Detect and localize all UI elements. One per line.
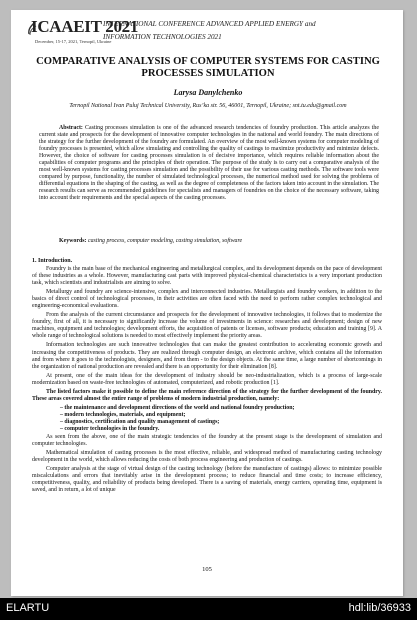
list-item: – modern technologies, materials, and equipment; (60, 411, 186, 418)
conference-logo (27, 16, 139, 56)
paragraph: As seen from the above, one of the main strategic tendencies of the foundry at the present stage is the development of simulation and computer technologies. (32, 434, 382, 448)
author-affiliation: Ternopil National Ivan Puluj Technical University, Rus’ka str. 56, 46001, Ternopil, Ukraine; snt.tu.edu@gmail.com (69, 103, 347, 109)
list-item: – the maintenance and development directions of the world and national foundry production; (60, 404, 295, 411)
repository-footer (0, 598, 417, 620)
paragraph: Foundry is the main base of the mechanical engineering and metallurgical complex, and its development depends on the pace of development of these industries as a whole. However, manufacturing cast parts with improved physical-chemical characteristics is a very important production task, which scientists and industrialists are aiming to solve. (32, 266, 382, 287)
repository-name: ELARTU (6, 602, 50, 614)
conference-line-1: INTERNATIONAL CONFERENCE ADVANCED APPLIED ENERGY and (103, 20, 316, 28)
keywords-text: casting process, computer modeling, casting simulation, software (87, 238, 243, 244)
abstract-label: Abstract: (59, 125, 83, 131)
body-text (32, 266, 382, 496)
paragraph: From the analysis of the current circumstance and prospects for the development of innovative technologies, it follows that to modernize the foundry, first of all, it is necessary to significantly increase the volume of investments in science: researches and development; design of new machines, equipment and technologies; development efforts, the acquisition of patents or licenses, software products; education and training [9]. A whole range of technological solutions is needed to most effectively implement the priority areas. (32, 312, 382, 340)
list-item: – computer technologies in the foundry. (60, 425, 160, 432)
paragraph: At present, one of the main ideas for the development of industry should be neo-industrialization, which is a process of large-scale modernization based on waste-free technologies of automated, computerized, and robotic production [1]. (32, 372, 382, 386)
page-number: 105 (202, 566, 212, 573)
abstract (39, 125, 379, 203)
paragraph: Mathematical simulation of casting processes is the most effective, reliable, and widespread method of manufacturing casting technology development in the world, which allows reducing the costs of both process engineering and production of castings. (32, 450, 382, 464)
handle-link[interactable]: hdl:lib/36933 (348, 602, 411, 614)
document-page (11, 10, 403, 596)
list-item: – diagnostics, certification and quality management of castings; (60, 418, 220, 425)
logo-subtext: December, 15-17, 2021, Ternopil, Ukraine (35, 39, 112, 44)
bold-paragraph: The listed factors make it possible to define the main reference direction of the strategy for the further development of the foundry. These areas covered almost the entire range of problems of modern industrial production, namely: (32, 388, 382, 402)
conference-header (27, 16, 399, 60)
section-heading: 1. Introduction. (32, 258, 73, 264)
paper-title: COMPARATIVE ANALYSIS OF COMPUTER SYSTEMS FOR CASTING PROCESSES SIMULATION (36, 56, 380, 79)
abstract-text: Casting processes simulation is one of the advanced research tendencies of foundry production. This article analyzes the current state and prospects for the development of innovative computer technologies in the national and world foundry. The main directions of the strategy for the further development of the foundry are formulated. An overview of the most well-known systems for computer modeling of foundry processes is presented, which allow simulating and controlling the quality of castings to maximize productivity and minimize defects. However, the choice of software for casting processes simulation is of decisive importance, which requires reliable information about the capabilities of computer programs and the principles of their operation. The purpose of the study is to carry out a comparative analysis of the most well-known systems for casting processes simulation and the possibility of their use for various casting methods. The software tools were compared by purpose, functionality, the number of simulated technological processes, the numerical method used for solving the problems of differential equations in the shaping of the casting, as well as the degree of completeness of the factors taken into account in the simulation. The research results can serve as recommended guidelines for specialists and managers of foundries on the choice of the necessary software, taking into account their requirements and the special aspects of the casting processes. (39, 125, 379, 202)
strategy-list (32, 405, 382, 433)
paragraph: Information technologies are such innovative technologies that can make the greatest contribution to accelerating economic growth and increasing the competitiveness of products. They are realized through computer design, an electronic archive, which contains all the information and from where it goes to the technologists, designers, and from them - to the design objects. At the same time, a large number of shortcomings in the organization of national production are revealed and there is an opportunity for their elimination [8]. (32, 342, 382, 370)
paragraph: Computer analysis at the stage of virtual design of the casting technology (before the manufacture of castings) allows: to minimize possible miscalculations and errors that inevitably arise in the development process; to reduce financial and time costs; to increase efficiency, competitiveness, quality, and reliability of products being developed. There is a saving of materials, energy carriers, operating time, equipment is saved, and in return, a lot of unique (32, 466, 382, 494)
paragraph: Metallurgy and foundry are science-intensive, complex and interconnected industries. Metallurgists and foundry workers, in addition to the basics of direct control of technological processes, in their activities are often faced with the need to perform rather complex technological and engineering-economical evaluations. (32, 289, 382, 310)
logo-text: ICAAEIT 2021 (31, 17, 139, 36)
conference-line-2: INFORMATION TECHNOLOGIES 2021 (103, 33, 222, 41)
keywords (59, 238, 379, 244)
conference-name (103, 18, 399, 44)
paper-author: Larysa Danylchenko (173, 88, 243, 97)
keywords-label: Keywords: (59, 238, 87, 244)
